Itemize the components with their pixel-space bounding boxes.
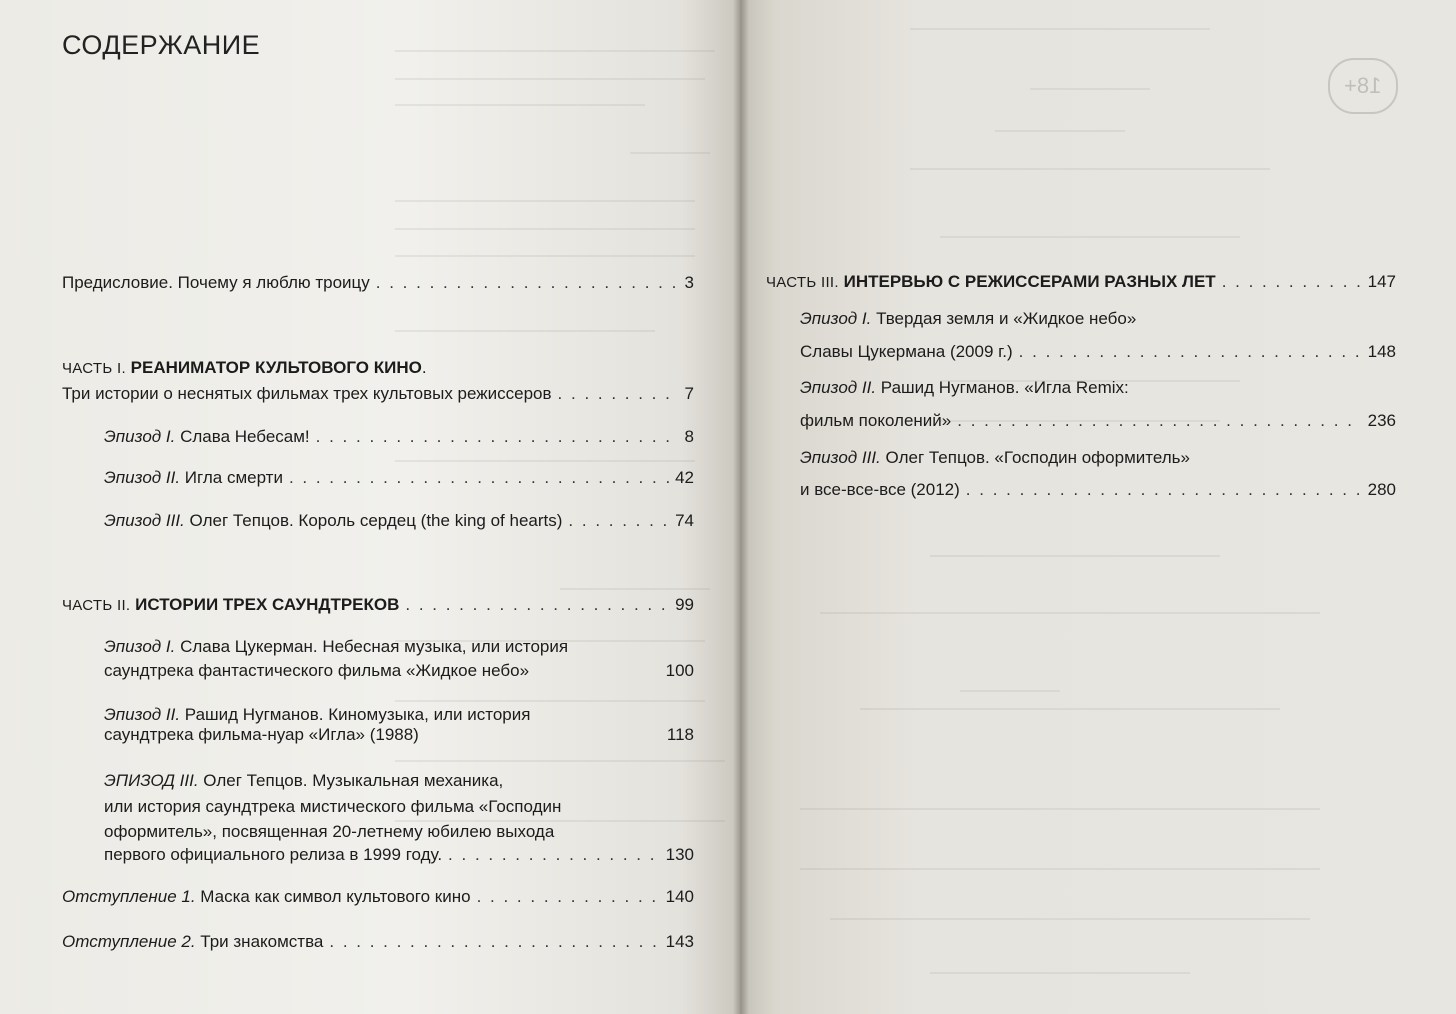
episode-label: ЭПИЗОД III.: [104, 771, 199, 790]
toc-entry-preface[interactable]: [62, 272, 694, 294]
toc-page-number: 74: [675, 511, 694, 530]
episode-title-line: саундтрека фантастического фильма «Жидкое небо»: [104, 661, 530, 680]
toc-entry-episode[interactable]: [800, 377, 1129, 399]
show-through-text: [395, 228, 695, 230]
toc-entry-digression[interactable]: [62, 886, 694, 908]
toc-page-number: 143: [665, 932, 694, 951]
digression-title: Маска как символ культового кино: [200, 887, 471, 906]
episode-title-line: фильм поколений»: [800, 411, 952, 430]
episode-title-line: Рашид Нугманов. Киномузыка, или история: [184, 705, 531, 724]
episode-title-line: Рашид Нугманов. «Игла Remix:: [880, 378, 1129, 397]
leader-dots: [405, 594, 669, 616]
toc-entry-episode-cont[interactable]: [800, 479, 1396, 501]
show-through-text: [930, 972, 1190, 974]
part-heading-3[interactable]: [766, 271, 1396, 294]
episode-label: Эпизод II.: [104, 468, 181, 487]
toc-entry-text: Предисловие. Почему я люблю троицу: [62, 273, 370, 292]
episode-title-line: оформитель», посвященная 20-летнему юбилею выхода: [104, 822, 555, 841]
episode-label: Эпизод II.: [104, 705, 181, 724]
toc-entry-episode[interactable]: [800, 447, 1190, 469]
age-rating-badge: 18+: [1328, 58, 1398, 114]
episode-label: Эпизод III.: [104, 511, 185, 530]
toc-page-number: 99: [675, 595, 694, 614]
show-through-text: [1030, 88, 1150, 90]
right-page: [740, 0, 1456, 1014]
part-prefix: ЧАСТЬ II.: [62, 597, 131, 614]
show-through-text: [395, 255, 695, 257]
show-through-text: [395, 104, 645, 106]
toc-entry-episode-cont[interactable]: [800, 410, 1396, 432]
toc-page-number: 8: [684, 427, 694, 446]
episode-title: Олег Тепцов. Король сердец (the king of hearts): [189, 511, 563, 530]
toc-entry-episode[interactable]: [104, 636, 568, 658]
toc-entry-episode[interactable]: [104, 770, 503, 792]
episode-title-line: Слава Цукерман. Небесная музыка, или история: [180, 637, 569, 656]
toc-entry-episode[interactable]: [800, 308, 1136, 330]
show-through-text: [395, 50, 715, 52]
episode-label: Эпизод I.: [104, 427, 176, 446]
show-through-text: [940, 236, 1240, 238]
episode-title-line: первого официального релиза в 1999 году.: [104, 845, 443, 864]
show-through-text: [800, 808, 1320, 810]
show-through-text: [560, 588, 710, 590]
leader-dots: [568, 510, 669, 532]
leader-dots: [448, 844, 660, 866]
toc-page-number: 130: [665, 845, 694, 864]
show-through-text: [395, 700, 705, 702]
book-spine-shadow: [733, 0, 749, 1014]
toc-page-number: 100: [665, 661, 694, 680]
part-title-end: .: [421, 358, 427, 377]
toc-entry-digression[interactable]: [62, 931, 694, 953]
show-through-text: [395, 200, 695, 202]
show-through-text: [910, 28, 1210, 30]
leader-dots: [316, 426, 679, 448]
leader-dots: [376, 272, 679, 294]
digression-label: Отступление 2.: [62, 932, 196, 951]
toc-entry-episode-cont[interactable]: [104, 844, 694, 866]
toc-page-number: 3: [684, 273, 694, 292]
episode-label: Эпизод II.: [800, 378, 877, 397]
episode-label: Эпизод I.: [800, 309, 872, 328]
toc-page-number: 280: [1367, 480, 1396, 499]
show-through-text: [630, 152, 710, 154]
toc-page-number: 148: [1367, 342, 1396, 361]
toc-page-number: 140: [665, 887, 694, 906]
episode-label: Эпизод III.: [800, 448, 881, 467]
part-title: ИСТОРИИ ТРЕХ САУНДТРЕКОВ: [135, 595, 400, 614]
leader-dots: [1222, 271, 1362, 293]
episode-label: Эпизод I.: [104, 637, 176, 656]
show-through-text: [910, 168, 1270, 170]
show-through-text: [395, 760, 725, 762]
toc-entry-episode-cont[interactable]: [104, 724, 694, 746]
toc-entry-episode[interactable]: [104, 467, 694, 489]
toc-page-number: 236: [1367, 411, 1396, 430]
leader-dots: [966, 479, 1362, 501]
episode-title-line: саундтрека фильма-нуар «Игла» (1988): [104, 725, 419, 744]
toc-page-number: 118: [666, 725, 694, 744]
episode-title: Слава Небесам!: [180, 427, 310, 446]
toc-page-number: 147: [1367, 272, 1396, 291]
part-title: РЕАНИМАТОР КУЛЬТОВОГО КИНО: [130, 358, 422, 377]
show-through-text: [830, 918, 1310, 920]
digression-title: Три знакомства: [200, 932, 324, 951]
show-through-text: [820, 612, 1320, 614]
toc-entry-text: Три истории о неснятых фильмах трех культовых режиссеров: [62, 384, 552, 403]
toc-entry-episode-cont[interactable]: [800, 341, 1396, 363]
show-through-text: [995, 130, 1125, 132]
show-through-text: [930, 555, 1220, 557]
episode-title-line: или история саундтрека мистического фильма «Господин: [104, 797, 562, 816]
episode-title-line: Твердая земля и «Жидкое небо»: [876, 309, 1137, 328]
show-through-text: [960, 690, 1060, 692]
show-through-text: [800, 868, 1320, 870]
toc-entry-episode-cont[interactable]: [104, 660, 694, 682]
leader-dots: [289, 467, 669, 489]
toc-page-number: 7: [684, 384, 694, 403]
episode-title-line: Олег Тепцов. «Господин оформитель»: [885, 448, 1190, 467]
toc-entry-episode[interactable]: [104, 426, 694, 448]
part-heading-1[interactable]: [62, 357, 427, 380]
show-through-text: [860, 708, 1280, 710]
leader-dots: [1019, 341, 1362, 363]
part-title: ИНТЕРВЬЮ С РЕЖИССЕРАМИ РАЗНЫХ ЛЕТ: [843, 272, 1216, 291]
toc-page-number: 42: [675, 468, 694, 487]
episode-title-line: Олег Тепцов. Музыкальная механика,: [203, 771, 504, 790]
toc-entry-part1-subtitle[interactable]: [62, 383, 694, 405]
episode-title: Игла смерти: [184, 468, 283, 487]
show-through-text: [395, 78, 705, 80]
leader-dots: [558, 383, 679, 405]
part-prefix: ЧАСТЬ I.: [62, 360, 126, 377]
show-through-text: [395, 330, 655, 332]
leader-dots: [477, 886, 660, 908]
toc-title: СОДЕРЖАНИЕ: [62, 30, 261, 60]
leader-dots: [957, 410, 1361, 432]
toc-entry-episode[interactable]: [104, 704, 530, 726]
leader-dots: [329, 931, 659, 953]
digression-label: Отступление 1.: [62, 887, 196, 906]
part-heading-2[interactable]: [62, 594, 694, 617]
episode-title-line: и все-все-все (2012): [800, 480, 960, 499]
show-through-text: [395, 460, 695, 462]
toc-entry-episode[interactable]: [104, 510, 694, 532]
episode-title-line: Славы Цукермана (2009 г.): [800, 342, 1013, 361]
part-prefix: ЧАСТЬ III.: [766, 274, 839, 291]
